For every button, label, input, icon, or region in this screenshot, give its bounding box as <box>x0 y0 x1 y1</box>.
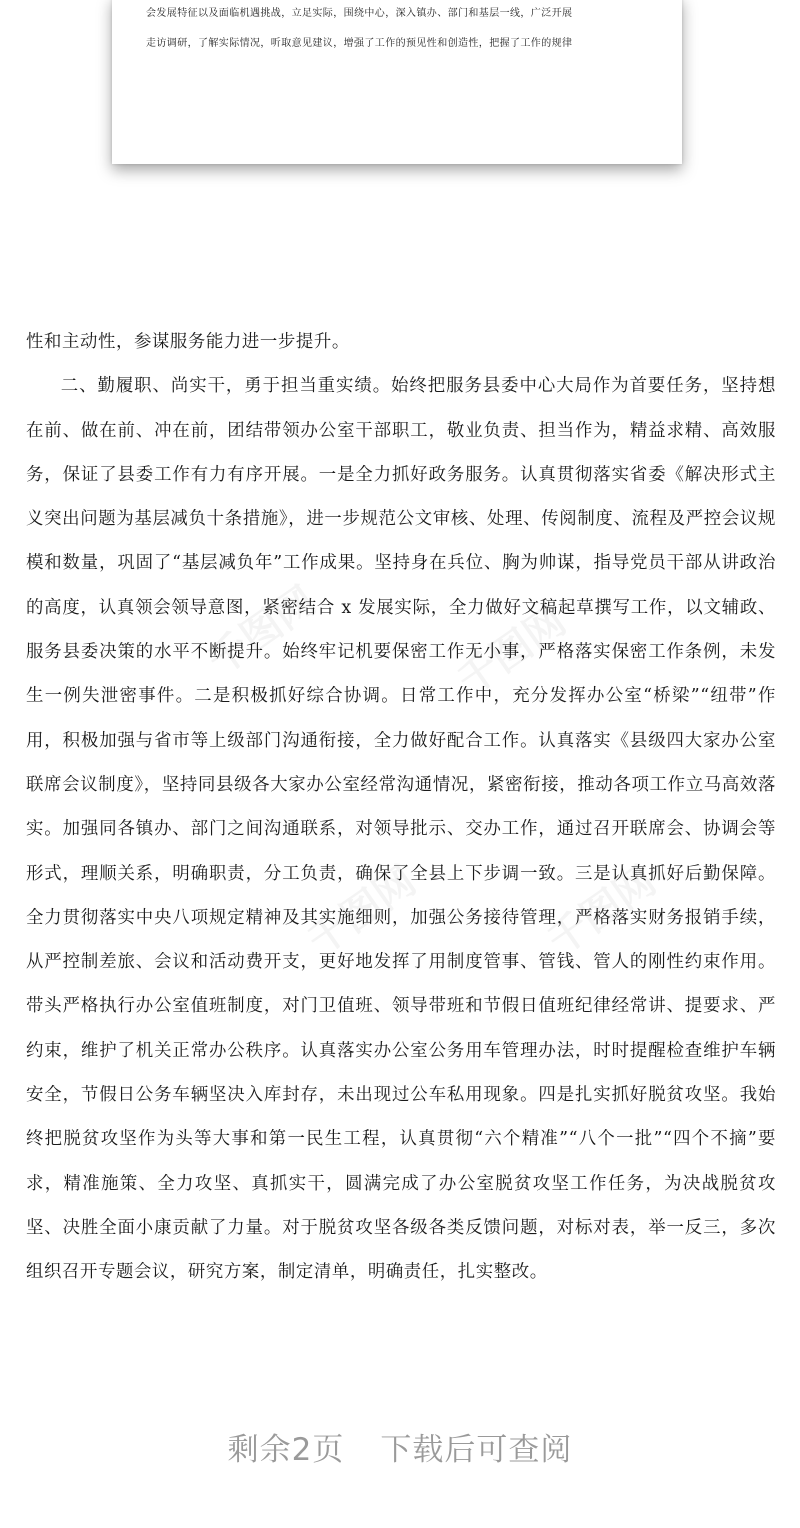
paragraph: 性和主动性，参谋服务能力进一步提升。 <box>26 332 350 352</box>
watermark: 千图网 <box>299 858 425 965</box>
watermark: 千图网 <box>449 598 575 705</box>
download-prompt[interactable] <box>0 1424 800 1469</box>
paragraph: 二、勤履职、尚实干，勇于担当重实绩。始终把服务县委中心大局作为首要任务，坚持想在前、做在前、冲在前，团结带领办公室干部职工，敬业负责、担当作为，精益求精、高效服务，保证了县委工作有力有序开展。一是全力抓好政务服务。认真贯彻落实省委《解决形式主义突出问题为基层减负十条措施》，进一步规范公文审核、处理、传阅制度、流程及严控会议规模和数量，巩固了“基层减负年”工作成果。坚持身在兵位、胸为帅谋，指导党员干部从讲政治的高度，认真领会领导意图，紧密结合 x 发展实际，全力做好文稿起草撰写工作，以文辅政、服务县委决策的水平不断提升。始终牢记机要保密工作无小事，严格落实保密工作条例，未发生一例失泄密事件。二是积极抓好综合协调。日常工作中，充分发挥办公室“桥梁”“纽带”作用，积极加强与省市等上级部门沟通衔接，全力做好配合工作。认真落实《县级四大家办公室联席会议制度》，坚持同县级各大家办公室经常沟通情况，紧密衔接，推动各项工作立马高效落实。加强同各镇办、部门之间沟通联系，对领导批示、交办工作，通过召开联席会、协调会等形式，理顺关系，明确职责，分工负责，确保了全县上下步调一致。三是认真抓好后勤保障。全力贯彻落实中央八项规定精神及其实施细则，加强公务接待管理，严格落实财务报销手续，从严控制差旅、会议和活动费开支，更好地发挥了用制度管事、管钱、管人的刚性约束作用。带头严格执行办公室值班制度，对门卫值班、领导带班和节假日值班纪律经常讲、提要求、严约束，维护了机关正常办公秩序。认真落实办公室公务用车管理办法，时时提醒检查维护车辆安全，节假日公务车辆坚决入库封存，未出现过公车私用现象。四是扎实抓好脱贫攻坚。我始终把脱贫攻坚作为头等大事和第一民生工程，认真贯彻“六个精准”“八个一批”“四个不摘”要求，精准施策、全力攻坚、真抓实干，圆满完成了办公室脱贫攻坚工作任务，为决战脱贫攻坚、决胜全面小康贡献了力量。对于脱贫攻坚各级各类反馈问题，对标对表，举一反三，多次组织召开专题会议，研究方案，制定清单，明确责任，扎实整改。 <box>26 376 776 1283</box>
remaining-pages-label: 剩余2页 <box>227 1432 345 1468</box>
preview-text-line: 会发展特征以及面临机遇挑战，立足实际，围绕中心，深入镇办、部门和基层一线，广泛开展 <box>146 8 573 19</box>
preview-page-card <box>112 0 682 164</box>
watermark: 千图网 <box>539 858 665 965</box>
download-to-view-label: 下载后可查阅 <box>380 1432 573 1468</box>
preview-text-line: 走访调研，了解实际情况，听取意见建议，增强了工作的预见性和创造性，把握了工作的规律 <box>146 38 573 49</box>
document-body <box>26 320 776 1295</box>
watermark: 千图网 <box>199 578 325 685</box>
